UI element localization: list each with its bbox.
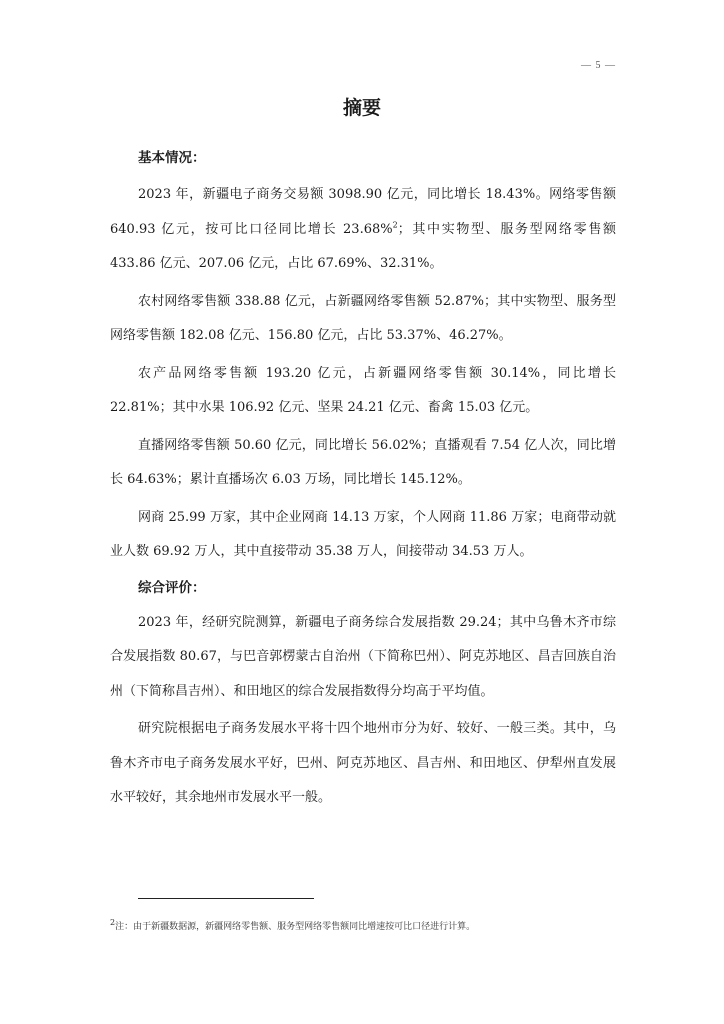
paragraph-basic-5: 网商 25.99 万家，其中企业网商 14.13 万家，个人网商 11.86 万家；电商带动就业人数 69.92 万人，其中直接带动 35.38 万人，间接带动 34.53 万人。 <box>110 509 616 559</box>
section-heading-basic: 基本情况： <box>138 150 206 166</box>
footnote <box>110 920 616 934</box>
paragraph-basic-3: 农产品网络零售额 193.20 亿元，占新疆网络零售额 30.14%，同比增长 22.81%；其中水果 106.92 亿元、坚果 24.21 亿元、畜禽 15.03 亿元。 <box>110 365 616 415</box>
page-number: — 5 — <box>581 60 616 71</box>
paragraph-basic-1 <box>110 178 616 282</box>
document-body <box>110 146 616 816</box>
page-title: 摘要 <box>342 97 381 119</box>
paragraph-text: 2023 年，新疆电子商务交易额 3098.90 亿元，同比增长 18.43%。网络零售额 640.93 亿元，按可比口径同比增长 23.68% <box>110 187 616 237</box>
paragraph-basic-4: 直播网络零售额 50.60 亿元，同比增长 56.02%；直播观看 7.54 亿人次，同比增长 64.63%；累计直播场次 6.03 万场，同比增长 145.12%。 <box>110 437 616 487</box>
paragraph-basic-2: 农村网络零售额 338.88 亿元，占新疆网络零售额 52.87%；其中实物型、服务型网络零售额 182.08 亿元、156.80 亿元，占比 53.37%、46.27%。 <box>110 293 616 343</box>
footnote-reference[interactable]: 2 <box>392 220 398 230</box>
footnote-divider <box>138 898 314 899</box>
paragraph-evaluation-2: 研究院根据电子商务发展水平将十四个地州市分为好、较好、一般三类。其中，乌鲁木齐市电子商务发展水平好，巴州、阿克苏地区、昌吉州、和田地区、伊犁州直发展水平较好，其余地州市发展水平一般。 <box>110 721 616 805</box>
footnote-marker: 2 <box>110 918 116 927</box>
footnote-text: 注：由于新疆数据源，新疆网络零售额、服务型网络零售额同比增速按可比口径进行计算。 <box>115 922 476 932</box>
paragraph-text: ；其中实物型、服务型网络零售额 433.86 亿元、207.06 亿元，占比 67.69%、32.31%。 <box>110 221 616 271</box>
paragraph-evaluation-1: 2023 年，经研究院测算，新疆电子商务综合发展指数 29.24；其中乌鲁木齐市综合发展指数 80.67，与巴音郭楞蒙古自治州（下简称巴州）、阿克苏地区、昌吉回族自治州（下简称昌吉州）、和田地区的综合发展指数得分均高于平均值。 <box>110 614 616 699</box>
section-heading-evaluation: 综合评价： <box>138 579 206 596</box>
